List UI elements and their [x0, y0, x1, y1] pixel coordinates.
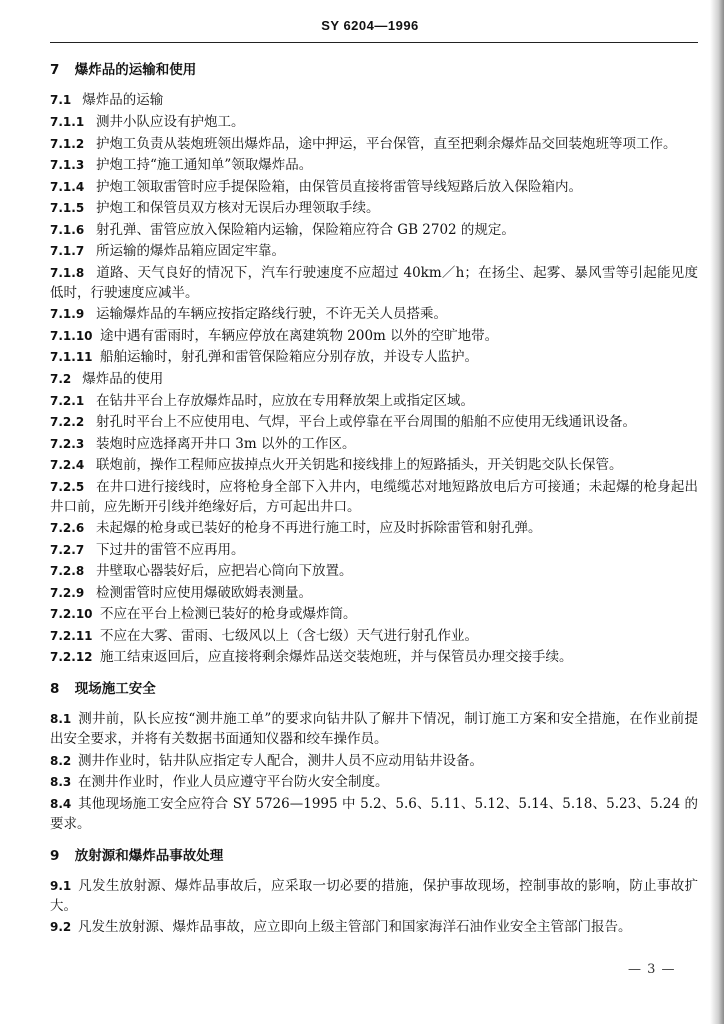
clause-number: 8.1	[50, 712, 72, 726]
clause-number: 9.2	[50, 920, 72, 934]
clause-number: 7.1.3	[50, 158, 85, 172]
clause-number: 7.2.3	[50, 436, 85, 451]
clause-text: 测井前，队长应按“测井施工单”的要求向钻井队了解井下情况，制订施工方案和安全措施，在作业前提出安全要求，并将有关数据书面通知仪器和绞车操作员。	[50, 711, 698, 747]
clause-text: 不应在大雾、雷雨、七级风以上（含七级）天气进行射孔作业。	[100, 627, 478, 644]
clause-text: 装炮时应选择离开井口 3m 以外的工作区。	[96, 435, 356, 452]
clause-number: 7.1.7	[50, 244, 85, 258]
clause	[50, 220, 698, 240]
clause-number: 7.1.5	[50, 201, 85, 215]
clause	[50, 772, 698, 792]
clause-number: 7.2.8	[50, 564, 85, 578]
clause-number: 8.3	[50, 775, 72, 789]
clause-number: 7.2.2	[50, 415, 85, 429]
clause-number: 7.2.7	[50, 542, 85, 557]
clause-text: 途中遇有雷雨时，车辆应停放在离建筑物 200m 以外的空旷地带。	[100, 327, 499, 344]
clause	[50, 304, 698, 324]
clause	[50, 347, 698, 367]
clause-number: 7.2.6	[50, 521, 85, 535]
clause-number: 7.1.4	[50, 179, 85, 194]
clause-number: 7.2.9	[50, 585, 85, 600]
clause	[50, 477, 698, 517]
clause	[50, 709, 698, 749]
chapter-number: 9	[50, 847, 60, 864]
clause	[50, 561, 698, 581]
clause-number: 7.1.11	[50, 350, 93, 364]
clause-number: 7.2.12	[50, 650, 93, 664]
clause-number: 7.2.4	[50, 458, 85, 472]
chapter-title: 放射源和爆炸品事故处理	[74, 847, 224, 864]
clause	[50, 263, 698, 303]
clause	[50, 177, 698, 197]
clause	[50, 626, 698, 646]
clause	[50, 326, 698, 346]
document-body	[50, 60, 698, 939]
clause-number: 7.1.9	[50, 307, 85, 321]
clause-text: 射孔弹、雷管应放入保险箱内运输，保险箱应符合 GB 2702 的规定。	[96, 221, 515, 238]
running-header: SY 6204—1996	[321, 18, 419, 33]
section-number: 7.2	[50, 371, 72, 386]
clause	[50, 604, 698, 624]
clause-text: 护炮工和保管员双方核对无误后办理领取手续。	[96, 200, 380, 216]
chapter-heading	[50, 679, 698, 699]
clause-number: 8.4	[50, 796, 72, 811]
clause-text: 在井口进行接线时，应将枪身全部下入井内，电缆缆芯对地短路放电后方可接通；未起爆的枪身起出井口前，应先断开引线并绝缘好后，方可起出井口。	[50, 478, 698, 515]
section-number: 7.1	[50, 93, 72, 107]
clause-number: 8.2	[50, 753, 72, 768]
header-rule	[50, 42, 698, 43]
clause-text: 护炮工持“施工通知单”领取爆炸品。	[96, 157, 313, 173]
chapter-title: 爆炸品的运输和使用	[74, 62, 197, 78]
clause-text: 凡发生放射源、爆炸品事故，应立即向上级主管部门和国家海洋石油作业安全主管部门报告。	[78, 919, 632, 935]
section-heading	[50, 90, 698, 110]
clause-text: 不应在平台上检测已装好的枪身或爆炸筒。	[100, 606, 357, 622]
clause	[50, 412, 698, 432]
clause-number: 7.2.1	[50, 393, 85, 408]
clause	[50, 198, 698, 218]
clause-text: 其他现场施工安全应符合 SY 5726—1995 中 5.2、5.6、5.11、5.12、5.14、5.18、5.23、5.24 的要求。	[50, 795, 698, 832]
clause-number: 9.1	[50, 878, 72, 893]
clause-text: 施工结束返回后，应直接将剩余爆炸品送交装炮班，并与保管员办理交接手续。	[100, 649, 573, 665]
section-heading	[50, 369, 698, 389]
clause-text: 护炮工领取雷管时应手提保险箱，由保管员直接将雷管导线短路后放入保险箱内。	[96, 178, 582, 195]
clause-text: 护炮工负责从装炮班领出爆炸品，途中押运，平台保管，直至把剩余爆炸品交回装炮班等项工作。	[96, 135, 677, 152]
clause-number: 7.1.8	[50, 265, 85, 280]
clause	[50, 134, 698, 154]
chapter-number: 8	[50, 681, 60, 697]
clause-number: 7.2.10	[50, 607, 93, 621]
page-number: — 3 —	[628, 962, 676, 977]
clause-text: 所运输的爆炸品箱应固定牢靠。	[96, 243, 285, 259]
clause-text: 凡发生放射源、爆炸品事故后，应采取一切必要的措施，保护事故现场，控制事故的影响，防止事故扩大。	[50, 877, 698, 914]
clause-text: 测井作业时，钻井队应指定专人配合，测井人员不应动用钻井设备。	[78, 752, 483, 769]
chapter-heading	[50, 60, 698, 80]
clause	[50, 241, 698, 261]
clause	[50, 434, 698, 454]
chapter-title: 现场施工安全	[74, 681, 156, 697]
clause-text: 在钻井平台上存放爆炸品时，应放在专用释放架上或指定区域。	[96, 392, 474, 409]
clause-text: 未起爆的枪身或已装好的枪身不再进行施工时，应及时拆除雷管和射孔弹。	[96, 520, 542, 536]
clause-number: 7.1.1	[50, 115, 85, 129]
clause-text: 道路、天气良好的情况下，汽车行驶速度不应超过 40km／h；在扬尘、起雾、暴风雪等引起能见度低时，行驶速度应减半。	[50, 264, 698, 301]
scan-edge-shadow	[710, 0, 724, 1024]
clause-number: 7.2.5	[50, 479, 85, 494]
clause	[50, 391, 698, 411]
section-title: 爆炸品的使用	[82, 370, 164, 387]
clause	[50, 155, 698, 175]
clause-text: 运输爆炸品的车辆应按指定路线行驶，不许无关人员搭乘。	[96, 306, 447, 322]
clause	[50, 751, 698, 771]
clause	[50, 583, 698, 603]
clause	[50, 917, 698, 937]
clause-text: 船舶运输时，射孔弹和雷管保险箱应分别存放，并设专人监护。	[100, 349, 478, 365]
clause-number: 7.1.6	[50, 222, 85, 237]
chapter-heading	[50, 846, 698, 866]
clause-text: 联炮前，操作工程师应拔掉点火开关钥匙和接线排上的短路插头，开关钥匙交队长保管。	[96, 457, 623, 473]
section-title: 爆炸品的运输	[82, 92, 164, 108]
chapter-number: 7	[50, 62, 60, 78]
clause	[50, 112, 698, 132]
clause-text: 射孔时平台上不应使用电、气焊，平台上或停靠在平台周围的船舶不应使用无线通讯设备。	[96, 414, 636, 430]
clause-text: 井壁取心器装好后，应把岩心筒向下放置。	[96, 563, 353, 579]
clause-number: 7.1.10	[50, 328, 93, 343]
clause-text: 检测雷管时应使用爆破欧姆表测量。	[96, 584, 312, 601]
clause-text: 下过井的雷管不应再用。	[96, 541, 245, 558]
clause-number: 7.2.11	[50, 628, 93, 643]
clause	[50, 876, 698, 916]
clause	[50, 647, 698, 667]
clause-text: 在测井作业时，作业人员应遵守平台防火安全制度。	[78, 774, 389, 790]
clause	[50, 518, 698, 538]
clause	[50, 455, 698, 475]
clause	[50, 540, 698, 560]
clause-number: 7.1.2	[50, 136, 85, 151]
clause-text: 测井小队应设有护炮工。	[96, 114, 245, 130]
clause	[50, 794, 698, 834]
